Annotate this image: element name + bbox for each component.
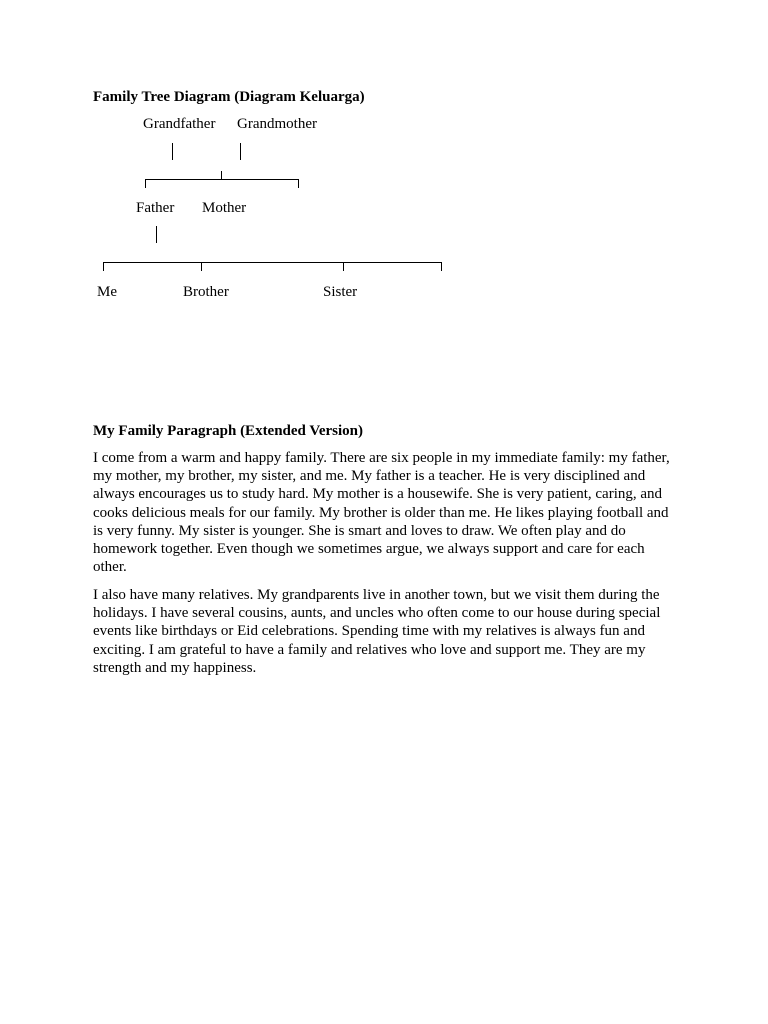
- parents-bracket-line: [145, 179, 299, 180]
- family-paragraph-2: I also have many relatives. My grandparents live in another town, but we visit them during the holidays. I have several cousins, aunts, and uncles who often come to our house during special events like birthdays or Eid celebrations. Spending time with my relatives is always fun and exciting. I am grateful to have a family and relatives who love and support me. They are my strength and my happiness.: [93, 587, 661, 676]
- family-paragraph-title: My Family Paragraph (Extended Version): [93, 423, 363, 439]
- children-bracket-right-tick: [441, 262, 442, 271]
- children-bracket-brother-tick: [201, 262, 202, 271]
- brother-label: Brother: [183, 284, 229, 300]
- family-tree-title: Family Tree Diagram (Diagram Keluarga): [93, 89, 365, 105]
- grandmother-label: Grandmother: [237, 116, 317, 132]
- children-bracket-sister-tick: [343, 262, 344, 271]
- children-bracket-line: [103, 262, 442, 263]
- parents-connector: [156, 226, 157, 243]
- children-bracket-left-tick: [103, 262, 104, 271]
- grandfather-connector: [172, 143, 173, 160]
- father-label: Father: [136, 200, 175, 216]
- grandfather-label: Grandfather: [143, 116, 216, 132]
- parents-bracket-right-tick: [298, 179, 299, 188]
- mother-label: Mother: [202, 200, 247, 216]
- parents-bracket-center-tick: [221, 171, 222, 180]
- me-label: Me: [97, 284, 117, 300]
- parents-bracket-left-tick: [145, 179, 146, 188]
- sister-label: Sister: [323, 284, 358, 300]
- grandmother-connector: [240, 143, 241, 160]
- family-paragraph-1: I come from a warm and happy family. There are six people in my immediate family: my father, my mother, my brother, my sister, and me. My father is a teacher. He is very disciplined and always encourages us to study hard. My mother is a housewife. She is very patient, caring, and cooks delicious meals for our family. My brother is older than me. He likes playing football and is very funny. My sister is younger. She is smart and loves to draw. We often play and do homework together. Even though we sometimes argue, we always support and care for each other.: [93, 450, 670, 576]
